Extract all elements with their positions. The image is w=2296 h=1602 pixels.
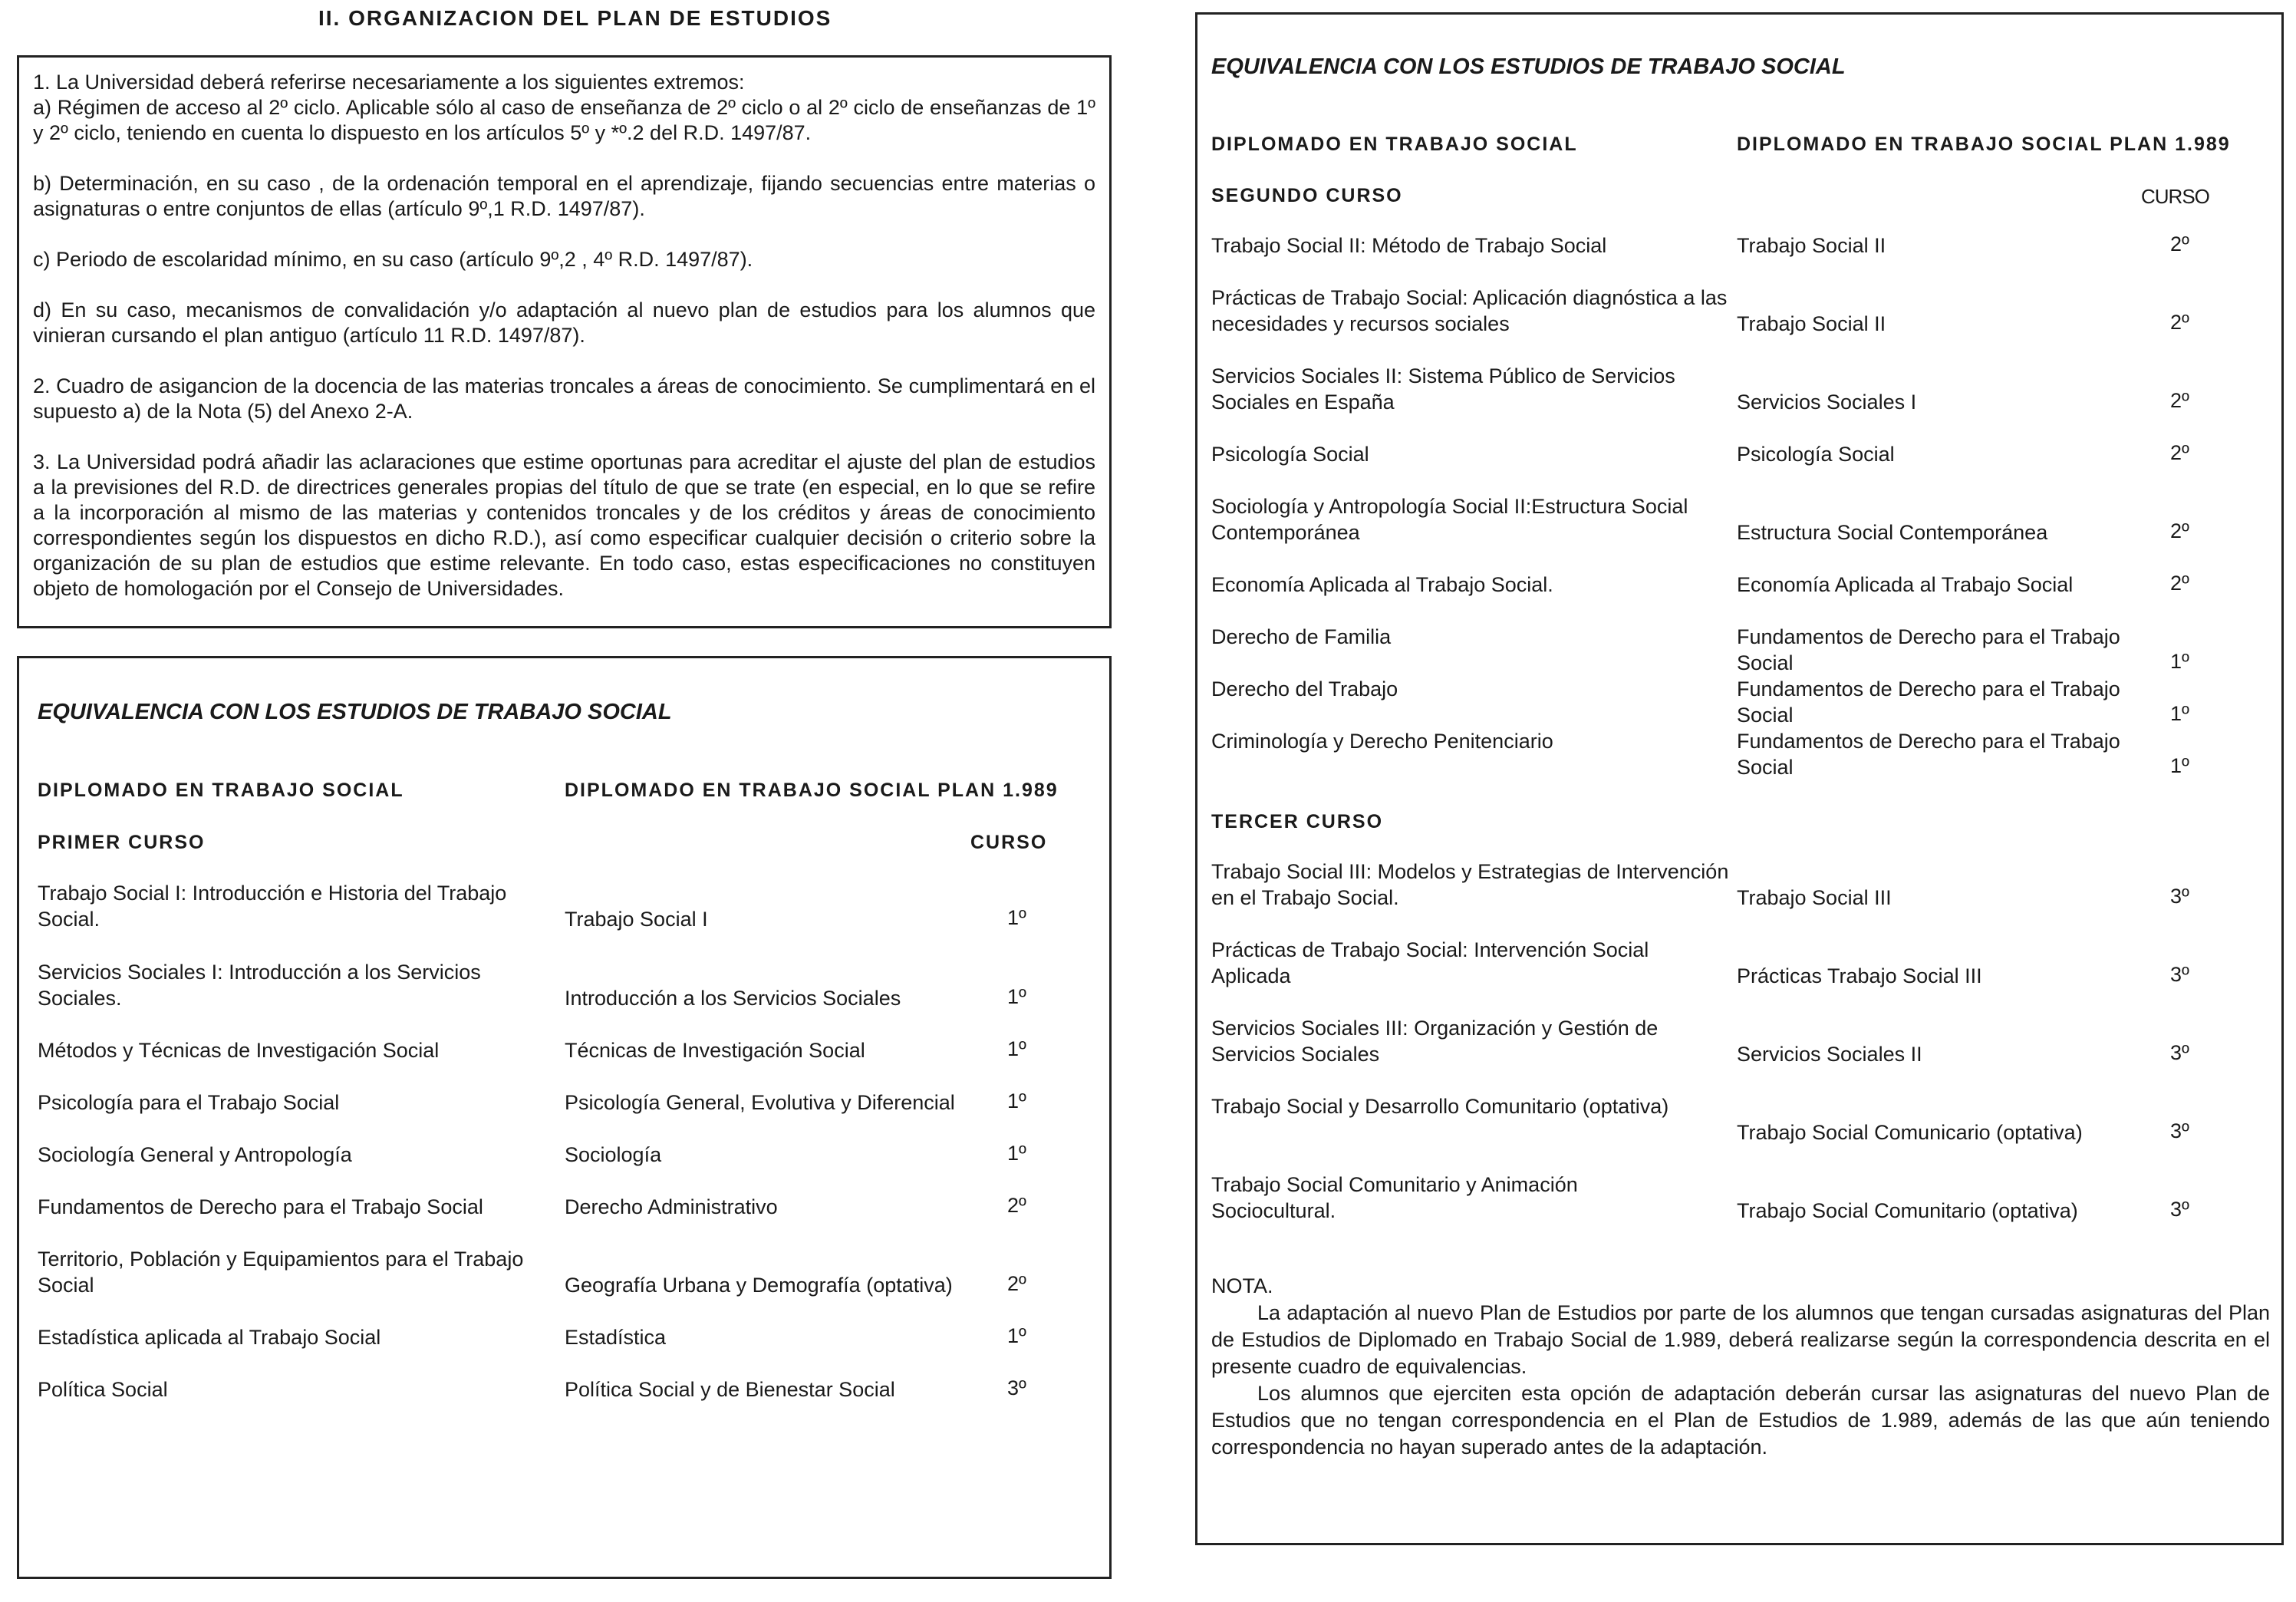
table-row-left: Prácticas de Trabajo Social: Aplicación diagnóstica a las necesidades y recursos sociales — [1211, 286, 1728, 335]
table-row-left: Trabajo Social III: Modelos y Estrategias de Intervención en el Trabajo Social. — [1211, 860, 1729, 909]
table-row-curso: 3º — [2170, 1198, 2189, 1221]
table-row-curso: 3º — [1007, 1376, 1026, 1399]
table-row-right: Fundamentos de Derecho para el Trabajo Social — [1737, 730, 2120, 779]
table-row-right: Trabajo Social II — [1737, 312, 1886, 335]
table-row-right: Psicología General, Evolutiva y Diferencial — [565, 1091, 955, 1114]
table-row-curso: 1º — [1007, 906, 1026, 929]
table-row-curso: 2º — [2170, 311, 2189, 334]
table-row-left: Servicios Sociales III: Organización y Gestión de Servicios Sociales — [1211, 1017, 1659, 1066]
table-row-left: Métodos y Técnicas de Investigación Social — [38, 1039, 440, 1062]
table-row-curso: 1º — [1007, 1142, 1026, 1165]
table-row-right: Fundamentos de Derecho para el Trabajo Social — [1737, 677, 2120, 727]
table-title: EQUIVALENCIA CON LOS ESTUDIOS DE TRABAJO SOCIAL — [38, 700, 672, 724]
curso-label: CURSO — [2141, 185, 2209, 208]
table-row-right: Prácticas Trabajo Social III — [1737, 964, 1982, 987]
org-paragraph-4: d) En su caso, mecanismos de convalidación y/o adaptación al nuevo plan de estudios para los alumnos que vinieran cursando el plan antiguo (artículo 11 R.D. 1497/87). — [33, 298, 1095, 347]
table-row-curso: 3º — [2170, 1119, 2189, 1142]
table-row-curso: 1º — [2170, 754, 2189, 777]
org-paragraph-1-line-2: a) Régimen de acceso al 2º ciclo. Aplicable sólo al caso de enseñanza de 2º ciclo o al 2º ciclo de enseñanzas de 1º y 2º ciclo, teniendo en cuenta lo dispuesto en los artículos 5º y *º.2 del R.D. 1497/87. — [33, 96, 1095, 144]
table-row-curso: 2º — [2170, 441, 2189, 464]
table-row-right: Derecho Administrativo — [565, 1195, 778, 1218]
table-row-left: Sociología y Antropología Social II:Estructura Social Contemporánea — [1211, 495, 1688, 544]
table-row-left: Psicología para el Trabajo Social — [38, 1091, 340, 1114]
column-header-left: DIPLOMADO EN TRABAJO SOCIAL — [38, 780, 404, 801]
table-row-right: Sociología — [565, 1143, 662, 1166]
table-row-right: Economía Aplicada al Trabajo Social — [1737, 573, 2074, 596]
table-row-right: Estructura Social Contemporánea — [1737, 521, 2048, 544]
table-row-curso: 1º — [1007, 1089, 1026, 1112]
column-header-left: DIPLOMADO EN TRABAJO SOCIAL — [1211, 134, 1578, 155]
note-paragraph-2: Los alumnos que ejerciten esta opción de adaptación deberán cursar las asignaturas del nuevo Plan de Estudios que no tengan correspondencia en el Plan de Estudios de 1.989, además de las que aún teniendo correspondencia no hayan superado antes de la adaptación. — [1211, 1382, 2270, 1459]
table-row-right: Trabajo Social II — [1737, 234, 1886, 257]
curso-label: CURSO — [970, 832, 1048, 853]
table-row-left: Prácticas de Trabajo Social: Intervención Social Aplicada — [1211, 938, 1649, 987]
table-row-curso: 2º — [2170, 389, 2189, 412]
table-row-left: Estadística aplicada al Trabajo Social — [38, 1326, 381, 1349]
table-row-curso: 2º — [2170, 572, 2189, 595]
table-row-left: Territorio, Población y Equipamientos para el Trabajo Social — [38, 1248, 524, 1297]
org-paragraph-3: c) Periodo de escolaridad mínimo, en su caso (artículo 9º,2 , 4º R.D. 1497/87). — [33, 248, 753, 271]
note-label: NOTA. — [1211, 1274, 1273, 1297]
org-paragraph-2: b) Determinación, en su caso , de la ordenación temporal en el aprendizaje, fijando secuencias entre materias o asignaturas o entre conjuntos de ellas (artículo 9º,1 R.D. 1497/87). — [33, 172, 1095, 220]
table-row-right: Trabajo Social III — [1737, 886, 1892, 909]
note — [1211, 1273, 2270, 1461]
org-paragraph-6: 3. La Universidad podrá añadir las aclaraciones que estime oportunas para acreditar el ajuste del plan de estudios a la previsiones del R.D. de directrices generales propias del título de que se trate (en especial, en lo que se refire a la incorporación al mismo de las materias y contenidos troncales y de los créditos y áreas de conocimiento correspondientes según los dispuestos en dicho R.D.), así como especificar cualquier decisión o criterio sobre la organización de su plan de estudios que estime relevante. En todo caso, estas especificaciones no constituyen objeto de homologación por el Consejo de Universidades. — [33, 450, 1095, 600]
table-row-right: Trabajo Social I — [565, 908, 708, 931]
table-row-curso: 1º — [2170, 702, 2189, 725]
table-row-left: Trabajo Social II: Método de Trabajo Social — [1211, 234, 1607, 257]
table-row-right: Estadística — [565, 1326, 667, 1349]
table-row-left: Economía Aplicada al Trabajo Social. — [1211, 573, 1553, 596]
table-row-left: Derecho del Trabajo — [1211, 677, 1398, 700]
table-row-left: Criminología y Derecho Penitenciario — [1211, 730, 1553, 753]
table-row-right: Política Social y de Bienestar Social — [565, 1378, 895, 1401]
table-row-left: Servicios Sociales II: Sistema Público de Servicios Sociales en España — [1211, 364, 1675, 414]
table-row-curso: 1º — [1007, 1324, 1026, 1347]
table-row-curso: 1º — [2170, 650, 2189, 673]
table-row-right: Servicios Sociales II — [1737, 1043, 1922, 1066]
section-heading: SEGUNDO CURSO — [1211, 185, 1403, 206]
table-row-left: Política Social — [38, 1378, 168, 1401]
table-row-right: Trabajo Social Comunitario (optativa) — [1737, 1199, 2078, 1222]
table-row-left: Sociología General y Antropología — [38, 1143, 352, 1166]
table-row-right: Trabajo Social Comunicario (optativa) — [1737, 1121, 2083, 1144]
table-row-left: Psicología Social — [1211, 443, 1369, 466]
table-row-left: Trabajo Social Comunitario y Animación Sociocultural. — [1211, 1173, 1578, 1222]
table-row-right: Servicios Sociales I — [1737, 391, 1917, 414]
table-row-curso: 1º — [1007, 985, 1026, 1008]
section-heading: PRIMER CURSO — [38, 832, 206, 853]
table-row-curso: 2º — [2170, 519, 2189, 542]
table-row-left: Trabajo Social y Desarrollo Comunitario (optativa) — [1211, 1095, 1669, 1118]
equivalence-table-second-third-year — [1195, 12, 2284, 1545]
column-header-right: DIPLOMADO EN TRABAJO SOCIAL PLAN 1.989 — [1737, 134, 2231, 155]
table-row-curso: 2º — [1007, 1272, 1026, 1295]
table-row-curso: 3º — [2170, 963, 2189, 986]
organization-box — [17, 55, 1112, 628]
note-paragraph-1: La adaptación al nuevo Plan de Estudios por parte de los alumnos que tengan cursadas asignaturas del Plan de Estudios de Diplomado en Trabajo Social de 1.989, deberá realizarse según la correspondencia descrita en el presente cuadro de equivalencias. — [1211, 1301, 2270, 1378]
table-row-curso: 2º — [2170, 232, 2189, 255]
column-header-right: DIPLOMADO EN TRABAJO SOCIAL PLAN 1.989 — [565, 780, 1059, 801]
table-title: EQUIVALENCIA CON LOS ESTUDIOS DE TRABAJO SOCIAL — [1211, 54, 1846, 79]
table-row-right: Psicología Social — [1737, 443, 1895, 466]
org-paragraph-1-line-1: 1. La Universidad deberá referirse necesariamente a los siguientes extremos: — [33, 71, 745, 94]
org-paragraph-5: 2. Cuadro de asigancion de la docencia de las materias troncales a áreas de conocimiento. Se cumplimentará en el supuesto a) de la Nota (5) del Anexo 2-A. — [33, 374, 1095, 423]
table-row-curso: 3º — [2170, 885, 2189, 908]
table-row-right: Fundamentos de Derecho para el Trabajo Social — [1737, 625, 2120, 674]
table-row-curso: 2º — [1007, 1194, 1026, 1217]
table-row-curso: 3º — [2170, 1041, 2189, 1064]
table-row-left: Fundamentos de Derecho para el Trabajo Social — [38, 1195, 483, 1218]
table-row-curso: 1º — [1007, 1037, 1026, 1060]
equivalence-table-first-year — [17, 656, 1112, 1579]
table-row-left: Trabajo Social I: Introducción e Historia del Trabajo Social. — [38, 882, 507, 931]
table-row-left: Derecho de Familia — [1211, 625, 1392, 648]
org-paragraph-1 — [33, 70, 1095, 146]
table-row-right: Técnicas de Investigación Social — [565, 1039, 865, 1062]
table-row-right: Introducción a los Servicios Sociales — [565, 987, 901, 1010]
table-row-right: Geografía Urbana y Demografía (optativa) — [565, 1274, 953, 1297]
section-heading: TERCER CURSO — [1211, 811, 1384, 832]
page-title: II. ORGANIZACION DEL PLAN DE ESTUDIOS — [318, 6, 832, 30]
table-row-left: Servicios Sociales I: Introducción a los Servicios Sociales. — [38, 961, 481, 1010]
